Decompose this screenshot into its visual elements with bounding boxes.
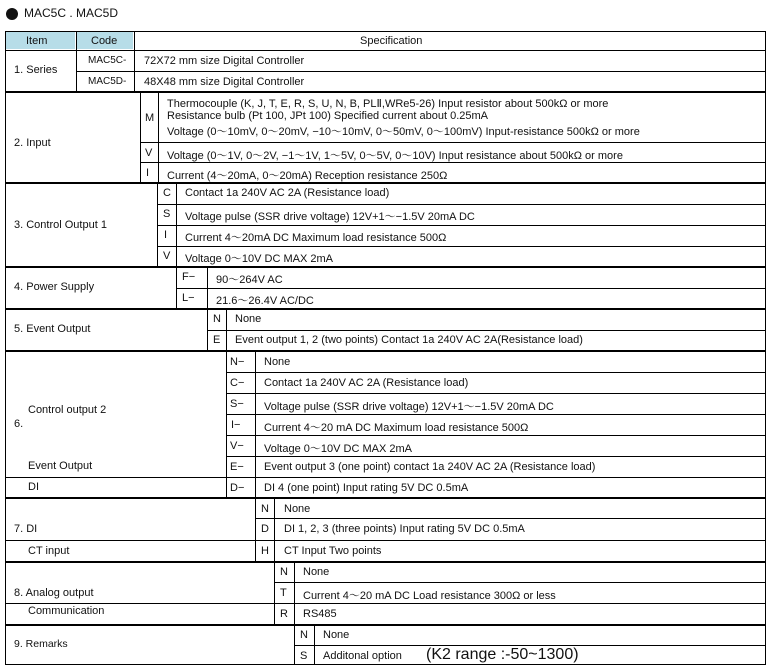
section-divider bbox=[5, 266, 765, 268]
row-divider bbox=[226, 435, 765, 436]
s8-code-n: N bbox=[280, 566, 288, 578]
bullet-icon bbox=[6, 8, 18, 20]
di-6-label: DI bbox=[28, 481, 39, 493]
row-divider bbox=[5, 603, 765, 604]
control-output-1-label: 3. Control Output 1 bbox=[14, 219, 107, 231]
header-code: Code bbox=[91, 35, 118, 47]
section-divider bbox=[5, 308, 765, 310]
communication-label: Communication bbox=[28, 605, 105, 617]
series-code-1: MAC5C- bbox=[88, 55, 127, 66]
input-m-line-2: Resistance bulb (Pt 100, JPt 100) Specified current about 0.25mA bbox=[167, 110, 489, 122]
power-code-f: F− bbox=[182, 271, 196, 283]
event-code-n: N bbox=[213, 313, 221, 325]
remarks-label: 9. Remarks bbox=[14, 638, 68, 650]
section-divider bbox=[5, 91, 765, 93]
row-divider bbox=[226, 414, 765, 415]
col-divider bbox=[158, 92, 159, 183]
row-divider bbox=[226, 393, 765, 394]
co1-spec-s: Voltage pulse (SSR drive voltage) 12V+1～−1.5V 20mA DC bbox=[185, 211, 475, 223]
co1-code-s: S bbox=[163, 208, 171, 220]
input-label: 2. Input bbox=[14, 137, 51, 149]
row-divider bbox=[5, 50, 765, 51]
s6-spec-d: DI 4 (one point) Input rating 5V DC 0.5mA bbox=[264, 482, 469, 494]
series-spec-2: 48X48 mm size Digital Controller bbox=[144, 76, 305, 88]
section-divider bbox=[5, 350, 765, 352]
section-divider bbox=[5, 561, 765, 563]
input-spec-i: Current (4～20mA, 0～20mA) Reception resistance 250Ω bbox=[167, 170, 448, 182]
table-border bbox=[765, 31, 766, 665]
s6-spec-c: Contact 1a 240V AC 2A (Resistance load) bbox=[264, 377, 469, 389]
col-divider bbox=[226, 351, 227, 498]
s9-code-s: S bbox=[300, 650, 308, 662]
co1-spec-i: Current 4～20mA DC Maximum load resistance 500Ω bbox=[185, 232, 447, 244]
row-divider bbox=[140, 142, 765, 143]
power-supply-label: 4. Power Supply bbox=[14, 281, 95, 293]
row-divider bbox=[274, 582, 765, 583]
s7-spec-n: None bbox=[284, 503, 311, 515]
co1-code-c: C bbox=[163, 187, 171, 199]
row-divider bbox=[76, 71, 765, 72]
row-divider bbox=[226, 456, 765, 457]
power-spec-f: 90～264V AC bbox=[216, 274, 283, 286]
s7-spec-h: CT Input Two points bbox=[284, 545, 382, 557]
input-m-line-1: Thermocouple (K, J, T, E, R, S, U, N, B, PLⅡ,WRe5-26) Input resistor about 500kΩ or more bbox=[167, 98, 609, 110]
event-spec-n: None bbox=[235, 313, 262, 325]
row-divider bbox=[157, 204, 765, 205]
row-divider bbox=[5, 540, 765, 541]
model-title: MAC5C . MAC5D bbox=[24, 6, 119, 20]
s6-spec-n: None bbox=[264, 356, 291, 368]
s9-spec-s: Additonal option bbox=[323, 650, 402, 662]
input-code-m: M bbox=[145, 112, 155, 124]
s8-code-r: R bbox=[280, 608, 288, 620]
col-divider bbox=[134, 31, 135, 92]
section-divider bbox=[5, 497, 765, 499]
input-code-i: I bbox=[146, 167, 150, 179]
series-spec-1: 72X72 mm size Digital Controller bbox=[144, 55, 305, 67]
s6-code-v: V− bbox=[230, 440, 244, 452]
s7-code-n: N bbox=[261, 503, 269, 515]
row-divider bbox=[176, 288, 765, 289]
s6-spec-v: Voltage 0～10V DC MAX 2mA bbox=[264, 443, 412, 455]
col-divider bbox=[274, 562, 275, 625]
series-code-2: MAC5D- bbox=[88, 76, 127, 87]
co1-code-v: V bbox=[163, 250, 171, 262]
col-divider bbox=[76, 31, 77, 92]
row-divider bbox=[207, 330, 765, 331]
header-item: Item bbox=[26, 35, 48, 47]
s6-spec-s: Voltage pulse (SSR drive voltage) 12V+1～−1.5V 20mA DC bbox=[264, 401, 554, 413]
ct-input-label: CT input bbox=[28, 545, 70, 557]
k2-range-note: (K2 range :-50~1300) bbox=[426, 646, 579, 663]
input-m-line-3: Voltage (0～10mV, 0～20mV, −10～10mV, 0～50mV, 0～100mV) Input-resistance 500kΩ or more bbox=[167, 126, 640, 138]
s8-spec-n: None bbox=[303, 566, 330, 578]
col-divider bbox=[255, 351, 256, 498]
power-spec-l: 21.6～26.4V AC/DC bbox=[216, 295, 314, 307]
co1-code-i: I bbox=[164, 229, 168, 241]
analog-output-label: 8. Analog output bbox=[14, 587, 94, 599]
col-divider bbox=[274, 498, 275, 562]
power-code-l: L− bbox=[182, 292, 195, 304]
s6-code-s: S− bbox=[230, 398, 244, 410]
event-output-label: 5. Event Output bbox=[14, 323, 91, 335]
row-divider bbox=[226, 372, 765, 373]
s6-code-n: N− bbox=[230, 356, 245, 368]
input-code-v: V bbox=[145, 147, 153, 159]
row-divider bbox=[157, 246, 765, 247]
s8-spec-r: RS485 bbox=[303, 608, 337, 620]
s6-spec-e: Event output 3 (one point) contact 1a 240V AC 2A (Resistance load) bbox=[264, 461, 596, 473]
s6-code-d: D− bbox=[230, 482, 245, 494]
s6-spec-i: Current 4～20 mA DC Maximum load resistance 500Ω bbox=[264, 422, 529, 434]
col-divider bbox=[255, 498, 256, 562]
s6-code-e: E− bbox=[230, 461, 244, 473]
event-output-6-label: Event Output bbox=[28, 460, 93, 472]
s7-code-h: H bbox=[261, 545, 269, 557]
s6-code-c: C− bbox=[230, 377, 245, 389]
header-specification: Specification bbox=[360, 35, 423, 47]
s7-spec-d: DI 1, 2, 3 (three points) Input rating 5V DC 0.5mA bbox=[284, 523, 525, 535]
control-output-2-label: Control output 2 bbox=[28, 404, 107, 416]
s8-spec-t: Current 4～20 mA DC Load resistance 300Ω or less bbox=[303, 590, 556, 602]
s9-code-n: N bbox=[300, 629, 308, 641]
row-divider bbox=[255, 518, 765, 519]
table-border bbox=[5, 31, 765, 32]
input-spec-v: Voltage (0～1V, 0～2V, −1～1V, 1～5V, 0～5V, 0～10V) Input resistance about 500kΩ or more bbox=[167, 150, 623, 162]
di-7-label: 7. DI bbox=[14, 523, 38, 535]
s6-code-i: I− bbox=[231, 419, 241, 431]
s9-spec-n: None bbox=[323, 629, 350, 641]
col-divider bbox=[140, 92, 141, 183]
table-border bbox=[5, 664, 765, 665]
co1-spec-v: Voltage 0～10V DC MAX 2mA bbox=[185, 253, 333, 265]
s7-code-d: D bbox=[261, 523, 269, 535]
section6-number: 6. bbox=[14, 418, 24, 430]
event-code-e: E bbox=[213, 334, 221, 346]
series-label: 1. Series bbox=[14, 64, 58, 76]
table-border bbox=[5, 31, 6, 665]
event-spec-e: Event output 1, 2 (two points) Contact 1a 240V AC 2A(Resistance load) bbox=[235, 334, 583, 346]
co1-spec-c: Contact 1a 240V AC 2A (Resistance load) bbox=[185, 187, 390, 199]
section-divider bbox=[5, 624, 765, 626]
col-divider bbox=[294, 562, 295, 625]
row-divider bbox=[157, 225, 765, 226]
row-divider bbox=[5, 477, 765, 478]
s8-code-t: T bbox=[280, 587, 287, 599]
